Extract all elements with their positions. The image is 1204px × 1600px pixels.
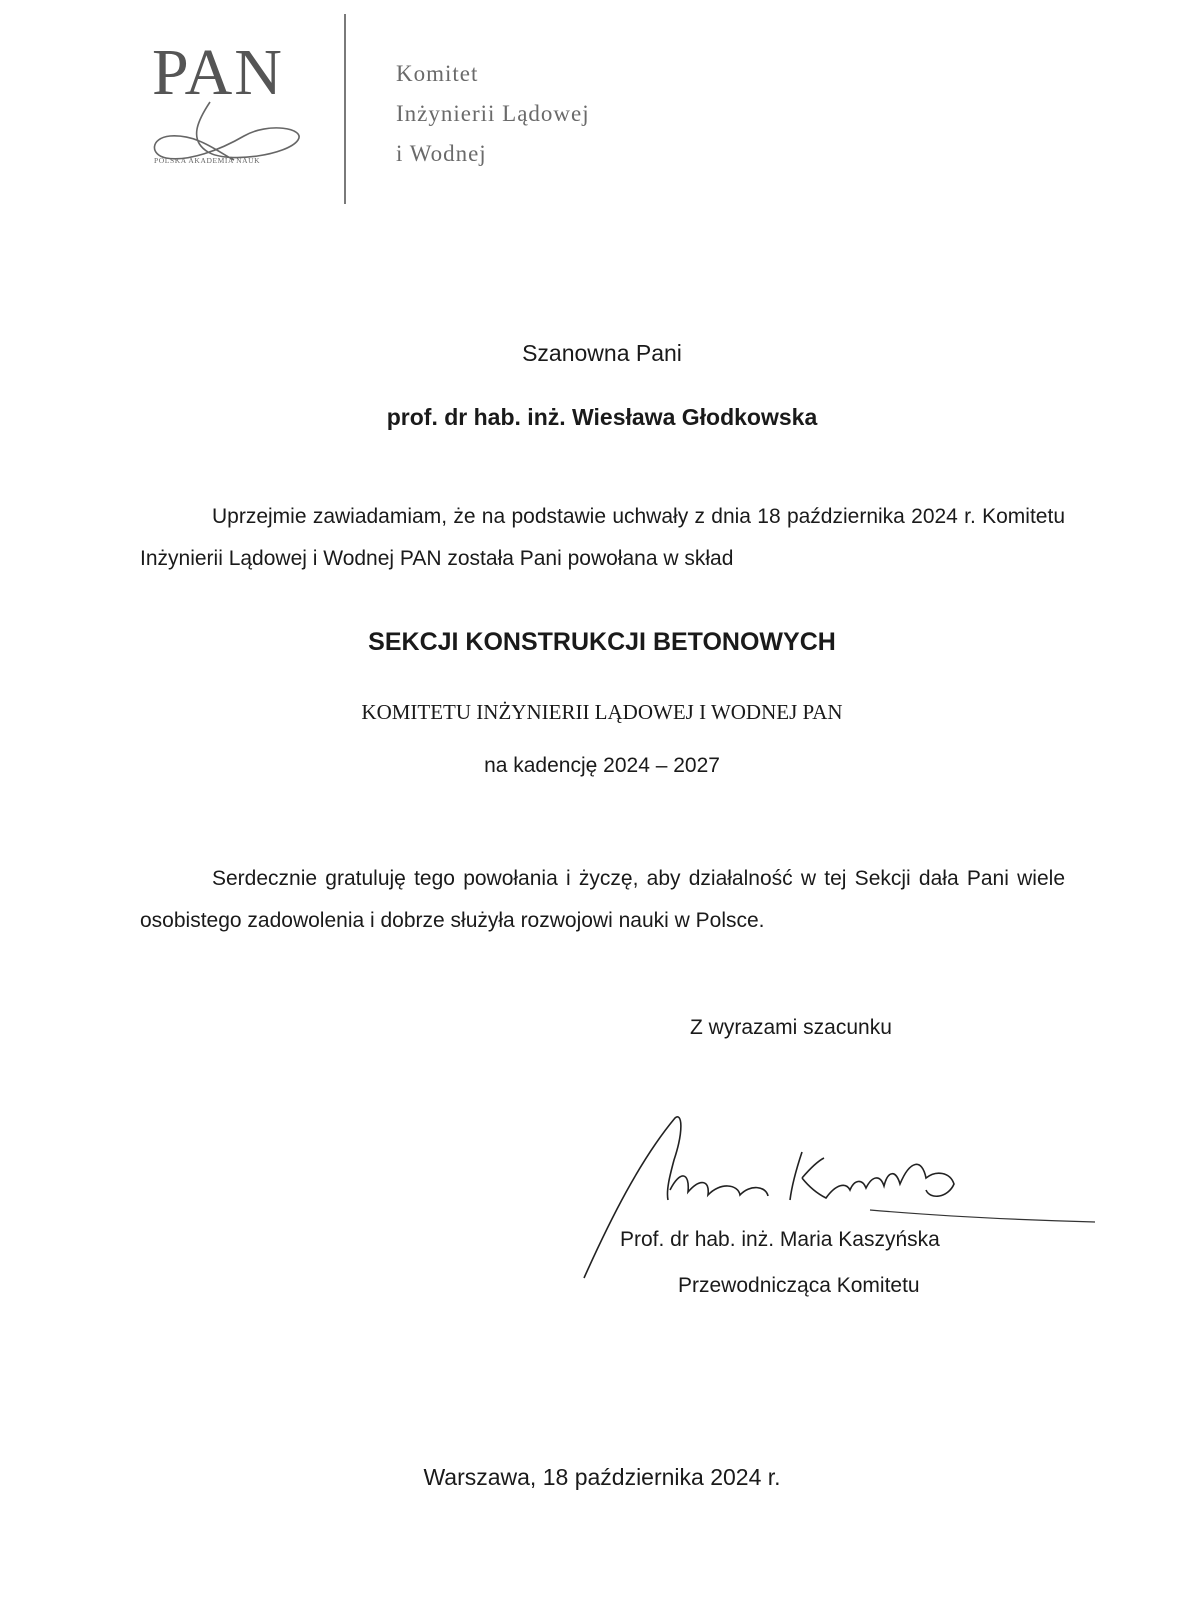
body-paragraph: Uprzejmie zawiadamiam, że na podstawie uchwały z dnia 18 października 2024 r. Komitetu Inżynierii Lądowej i Wodnej PAN została Pani powołana w skład xyxy=(140,505,1065,570)
pan-logo xyxy=(148,36,308,175)
salutation: Szanowna Pani xyxy=(522,340,682,366)
place-and-date: Warszawa, 18 października 2024 r. xyxy=(423,1464,781,1490)
letterhead xyxy=(0,0,1204,220)
closing-phrase: Z wyrazami szacunku xyxy=(690,1016,892,1039)
logo-text: PAN xyxy=(152,36,284,109)
committee-caps: KOMITETU INŻYNIERII LĄDOWEJ I WODNEJ PAN xyxy=(361,700,843,724)
signer-name: Prof. dr hab. inż. Maria Kaszyńska xyxy=(620,1228,940,1251)
committee-name-line: Komitet xyxy=(396,61,479,86)
letterhead-divider xyxy=(344,14,346,204)
committee-name-line: Inżynierii Lądowej xyxy=(396,101,590,126)
recipient-name: prof. dr hab. inż. Wiesława Głodkowska xyxy=(386,404,818,430)
committee-name-line: i Wodnej xyxy=(396,141,487,166)
congratulations-paragraph: Serdecznie gratuluję tego powołania i życzę, aby działalność w tej Sekcji dała Pani wiele osobistego zadowolenia i dobrze służyła rozwojowi nauki w Polsce. xyxy=(140,867,1065,932)
term-of-office: na kadencję 2024 – 2027 xyxy=(484,754,720,777)
signer-role: Przewodnicząca Komitetu xyxy=(678,1274,920,1297)
committee-name xyxy=(396,54,590,174)
section-name: SEKCJI KONSTRUKCJI BETONOWYCH xyxy=(368,628,836,656)
logo-swirl-icon xyxy=(148,100,308,190)
logo-subtitle: POLSKA AKADEMIA NAUK xyxy=(154,156,261,165)
handwritten-signature xyxy=(570,1100,1100,1290)
